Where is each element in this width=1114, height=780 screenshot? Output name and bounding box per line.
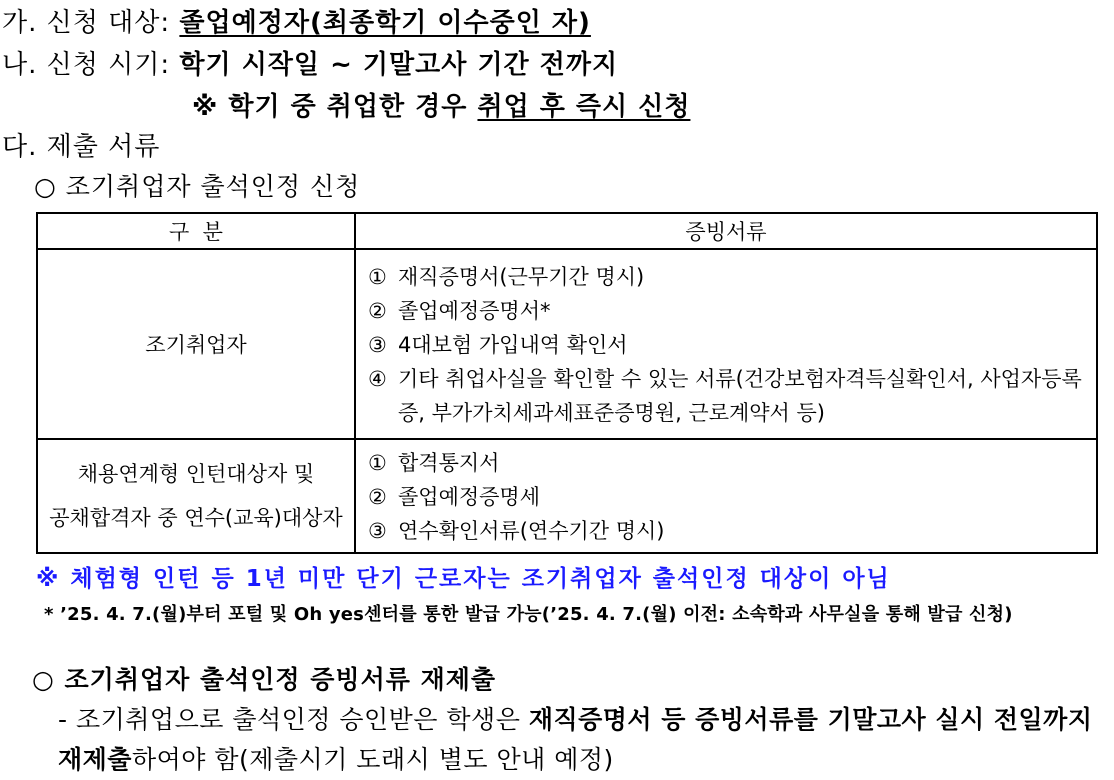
section-b-note-prefix: ※ 학기 중 취업한 경우 — [192, 92, 478, 122]
section-c-label: 다. 제출 서류 — [2, 132, 161, 162]
resubmit-paragraph — [58, 700, 1098, 780]
row2-category-line2: 공채합격자 중 연수(교육)대상자 — [49, 506, 343, 530]
item-text: 재직증명서(근무기간 명시) — [398, 265, 645, 289]
item-number: ② — [368, 299, 387, 323]
item-number: ③ — [368, 519, 387, 543]
list-item — [368, 514, 1090, 548]
list-item — [368, 446, 1090, 480]
footnote: * ’25. 4. 7.(월)부터 포털 및 Oh yes센터를 통한 발급 가능(’25. 4. 7.(월) 이전: 소속학과 사무실을 통해 발급 신청) — [44, 604, 1013, 625]
section-b-note — [192, 86, 690, 123]
sub1-title-text: ○ 조기취업자 출석인정 신청 — [34, 172, 361, 201]
row2-category — [37, 439, 355, 553]
sub2-title: ○ 조기취업자 출석인정 증빙서류 재제출 — [32, 665, 497, 694]
table-row — [37, 249, 1097, 439]
item-text: 졸업예정증명서* — [398, 299, 551, 323]
item-number: ③ — [368, 333, 387, 357]
row2-documents — [355, 439, 1097, 553]
para-suffix: 하여야 함(제출시기 도래시 별도 안내 예정) — [131, 745, 614, 774]
list-item — [368, 328, 1090, 362]
para-prefix: - 조기취업으로 출석인정 승인받은 학생은 — [58, 705, 529, 734]
row2-category-line1: 채용연계형 인턴대상자 및 — [77, 462, 315, 486]
section-b-value: 학기 시작일 ~ 기말고사 기간 전까지 — [179, 50, 619, 80]
section-a — [2, 2, 591, 39]
item-number: ① — [368, 265, 387, 289]
item-text: 4대보험 가입내역 확인서 — [398, 333, 628, 357]
blue-note: ※ 체험형 인턴 등 1년 미만 단기 근로자는 조기취업자 출석인정 대상이 아님 — [36, 566, 891, 592]
item-text: 졸업예정증명세 — [398, 485, 541, 509]
item-text: 기타 취업사실을 확인할 수 있는 서류(건강보험자격득실확인서, 사업자등록증, 부가가치세과세표준증명원, 근로계약서 등) — [398, 367, 1082, 425]
table-header-row — [37, 213, 1097, 249]
list-item — [368, 480, 1090, 514]
section-b-note-underlined: 취업 후 즉시 신청 — [477, 92, 691, 122]
item-text: 합격통지서 — [398, 451, 500, 475]
header-documents: 증빙서류 — [355, 213, 1097, 249]
list-item — [368, 260, 1090, 294]
list-item — [368, 362, 1090, 430]
row1-documents — [355, 249, 1097, 439]
item-number: ④ — [368, 367, 387, 391]
para-bold: 재직증명서 등 증빙서류를 기말고사 실시 전일까지 재제출 — [58, 705, 1093, 774]
section-c — [2, 126, 160, 163]
item-number: ① — [368, 451, 387, 475]
item-text: 연수확인서류(연수기간 명시) — [398, 519, 665, 543]
section-b — [2, 44, 618, 81]
documents-table — [36, 212, 1098, 554]
section-b-label: 나. 신청 시기: — [2, 50, 180, 80]
header-category: 구 분 — [37, 213, 355, 249]
sub1-title — [34, 167, 360, 203]
list-item — [368, 294, 1090, 328]
row1-category: 조기취업자 — [37, 249, 355, 439]
section-a-label: 가. 신청 대상: — [2, 8, 180, 38]
table-row — [37, 439, 1097, 553]
item-number: ② — [368, 485, 387, 509]
section-a-value: 졸업예정자(최종학기 이수중인 자) — [179, 8, 591, 38]
